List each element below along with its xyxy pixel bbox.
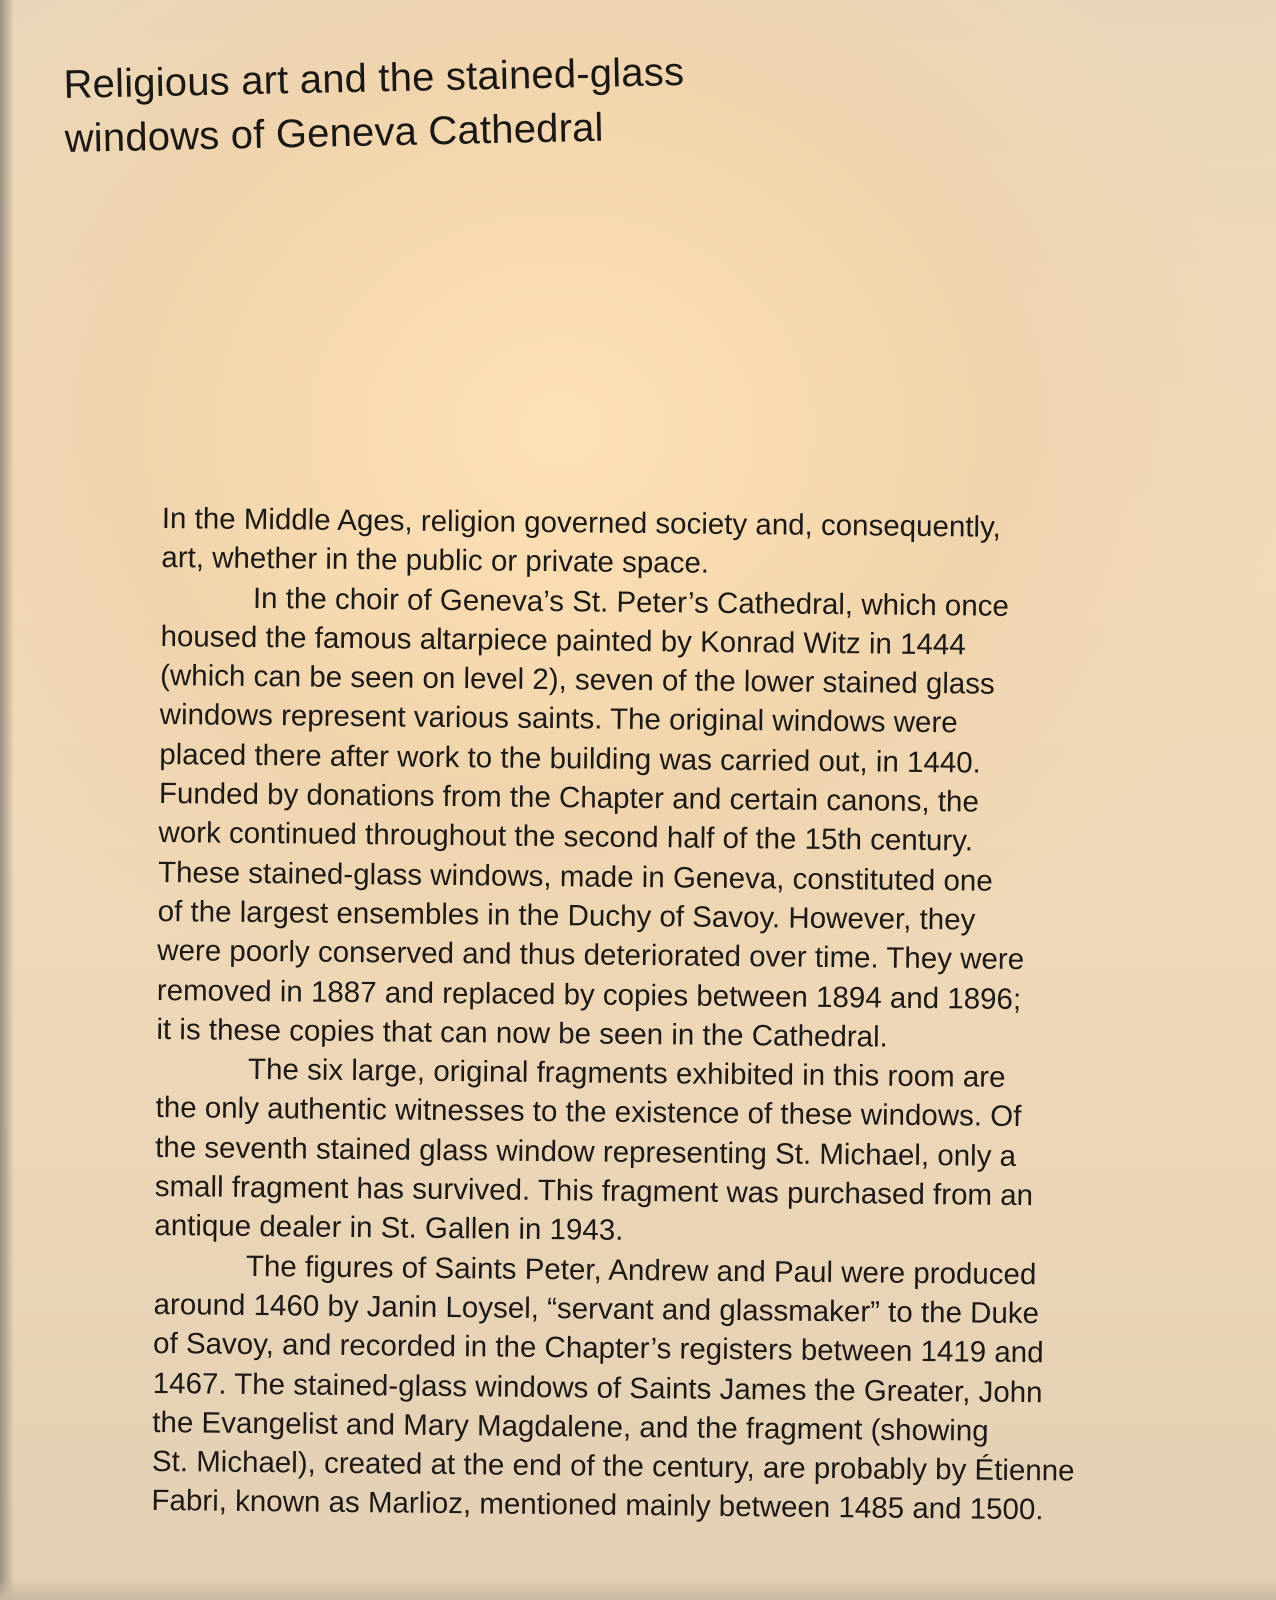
body-line: St. Michael), created at the end of the century, are probably by Étienne — [151, 1445, 1075, 1488]
body-line: work continued throughout the second half of the 15th century. — [158, 816, 974, 858]
body-line: of Savoy, and recorded in the Chapter’s registers between 1419 and — [152, 1327, 1044, 1370]
body-line: of the largest ensembles in the Duchy of Savoy. However, they — [157, 894, 976, 937]
body-line: 1467. The stained-glass windows of Saints James the Greater, John — [152, 1366, 1043, 1409]
title-line-1: Religious art and the stained-glass — [63, 49, 685, 107]
body-line: In the choir of Geneva’s St. Peter’s Cathedral, which once — [252, 581, 1010, 623]
body-line: (which can be seen on level 2), seven of the lower stained glass — [159, 659, 995, 701]
body-line: were poorly conserved and thus deteriorated over time. They were — [157, 934, 1025, 977]
body-line: removed in 1887 and replaced by copies between 1894 and 1896; — [156, 973, 1022, 1016]
body-line: around 1460 by Janin Loysel, “servant and glassmaker” to the Duke — [153, 1287, 1040, 1331]
wall-shadow — [0, 0, 14, 1600]
body-line: windows represent various saints. The original windows were — [159, 698, 958, 740]
body-line: antique dealer in St. Gallen in 1943. — [154, 1209, 624, 1248]
placard-body — [151, 499, 1172, 1531]
body-line: it is these copies that can now be seen in the Cathedral. — [156, 1012, 888, 1054]
body-line: The six large, original fragments exhibited in this room are — [247, 1053, 1006, 1095]
body-line: The figures of Saints Peter, Andrew and Paul were produced — [245, 1249, 1037, 1291]
body-line: In the Middle Ages, religion governed society and, consequently, — [161, 501, 1002, 544]
title-line-2: windows of Geneva Cathedral — [64, 105, 605, 161]
body-line: art, whether in the public or private space. — [161, 541, 710, 581]
body-line: the only authentic witnesses to the existence of these windows. Of — [155, 1091, 1022, 1134]
body-line: placed there after work to the building was carried out, in 1440. — [159, 737, 982, 780]
body-line: Funded by donations from the Chapter and certain canons, the — [158, 777, 980, 819]
body-line: the Evangelist and Mary Magdalene, and the fragment (showing — [152, 1405, 989, 1448]
placard-title — [63, 42, 825, 166]
body-line: small fragment has survived. This fragment was purchased from an — [154, 1170, 1034, 1213]
body-line: Fabri, known as Marlioz, mentioned mainly between 1485 and 1500. — [151, 1484, 1044, 1527]
body-line: the seventh stained glass window representing St. Michael, only a — [155, 1130, 1017, 1173]
body-line: These stained-glass windows, made in Geneva, constituted one — [157, 855, 993, 898]
body-line: housed the famous altarpiece painted by Konrad Witz in 1444 — [160, 619, 966, 662]
placard-bottom-edge — [0, 1578, 1276, 1600]
